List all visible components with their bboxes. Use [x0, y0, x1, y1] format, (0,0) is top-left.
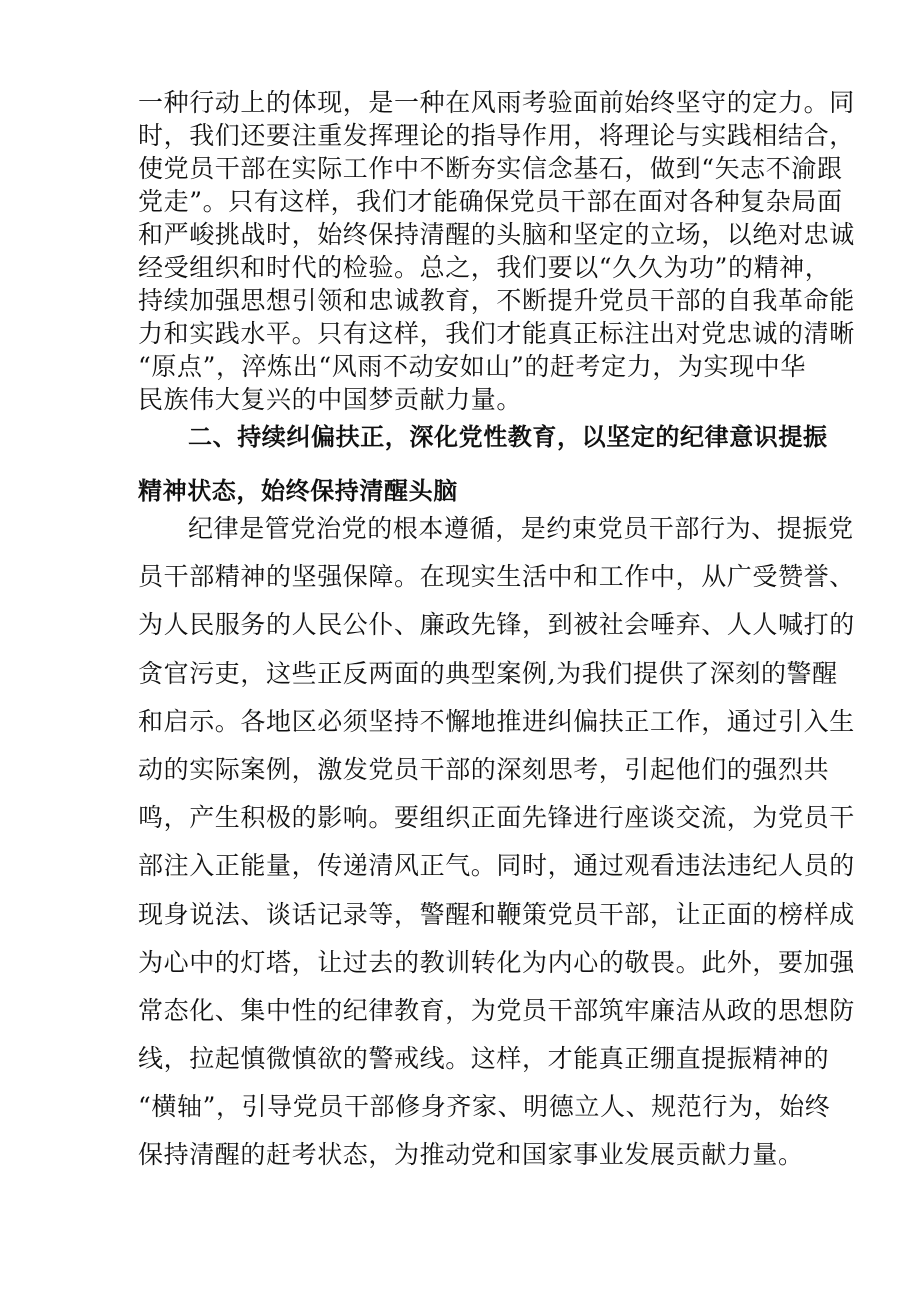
paragraph-line: 纪律是管党治党的根本遵循，是约束党员干部行为、提振党	[188, 514, 854, 543]
paragraph-line: 贪官污吏，这些正反两面的典型案例,为我们提供了深刻的警醒	[138, 658, 838, 688]
paragraph-line: 时，我们还要注重发挥理论的指导作用，将理论与实践相结合，	[138, 121, 855, 150]
paragraph-line: 现身说法、谈话记录等，警醒和鞭策党员干部，让正面的榜样成	[138, 899, 855, 929]
paragraph-line: 常态化、集中性的纪律教育，为党员干部筑牢廉洁从政的思想防	[138, 995, 855, 1025]
paragraph-line: 部注入正能量，传递清风正气。同时，通过观看违法违纪人员的	[138, 851, 855, 881]
paragraph-line: 为心中的灯塔，让过去的教训转化为内心的敬畏。此外，要加强	[138, 947, 855, 977]
body-paragraph-2	[138, 505, 855, 1180]
paragraph-line: 线，拉起慎微慎欲的警戒线。这样，才能真正绷直提振精神的	[138, 1044, 830, 1074]
heading-line: 二、持续纠偏扶正，深化党性教育，以坚定的纪律意识提振	[188, 423, 828, 451]
paragraph-line: “原点”，淬炼出“风雨不动安如山”的赶考定力，为实现中华	[138, 352, 806, 381]
paragraph-line: 持续加强思想引领和忠诚教育，不断提升党员干部的自我革命能	[138, 286, 855, 315]
paragraph-line: 和严峻挑战时，始终保持清醒的头脑和坚定的立场，以绝对忠诚	[138, 220, 855, 249]
paragraph-line: 党走”。只有这样，我们才能确保党员干部在面对各种复杂局面	[138, 187, 843, 216]
paragraph-line: 动的实际案例，激发党员干部的深刻思考，引起他们的强烈共	[138, 754, 830, 784]
paragraph-line: 为人民服务的人民公仆、廉政先锋，到被社会唾弃、人人喊打的	[138, 610, 855, 640]
paragraph-line: “横轴”，引导党员干部修身齐家、明德立人、规范行为，始终	[138, 1092, 831, 1122]
section-heading	[138, 410, 828, 518]
paragraph-line: 员干部精神的坚强保障。在现实生活中和工作中，从广受赞誉、	[138, 562, 855, 592]
body-paragraph-1	[138, 86, 855, 416]
heading-line: 精神状态，始终保持清醒头脑	[138, 477, 458, 505]
paragraph-line: 使党员干部在实际工作中不断夯实信念基石，做到“矢志不渝跟	[138, 154, 843, 183]
paragraph-line: 和启示。各地区必须坚持不懈地推进纠偏扶正工作，通过引入生	[138, 706, 855, 736]
paragraph-line: 一种行动上的体现，是一种在风雨考验面前始终坚守的定力。同	[138, 88, 855, 117]
paragraph-line: 经受组织和时代的检验。总之，我们要以“久久为功”的精神，	[138, 253, 831, 282]
paragraph-line: 民族伟大复兴的中国梦贡献力量。	[138, 385, 523, 414]
paragraph-line: 力和实践水平。只有这样，我们才能真正标注出对党忠诚的清晰	[138, 319, 855, 348]
paragraph-line: 保持清醒的赶考状态，为推动党和国家事业发展贡献力量。	[138, 1140, 804, 1170]
paragraph-line: 鸣，产生积极的影响。要组织正面先锋进行座谈交流，为党员干	[138, 803, 855, 833]
